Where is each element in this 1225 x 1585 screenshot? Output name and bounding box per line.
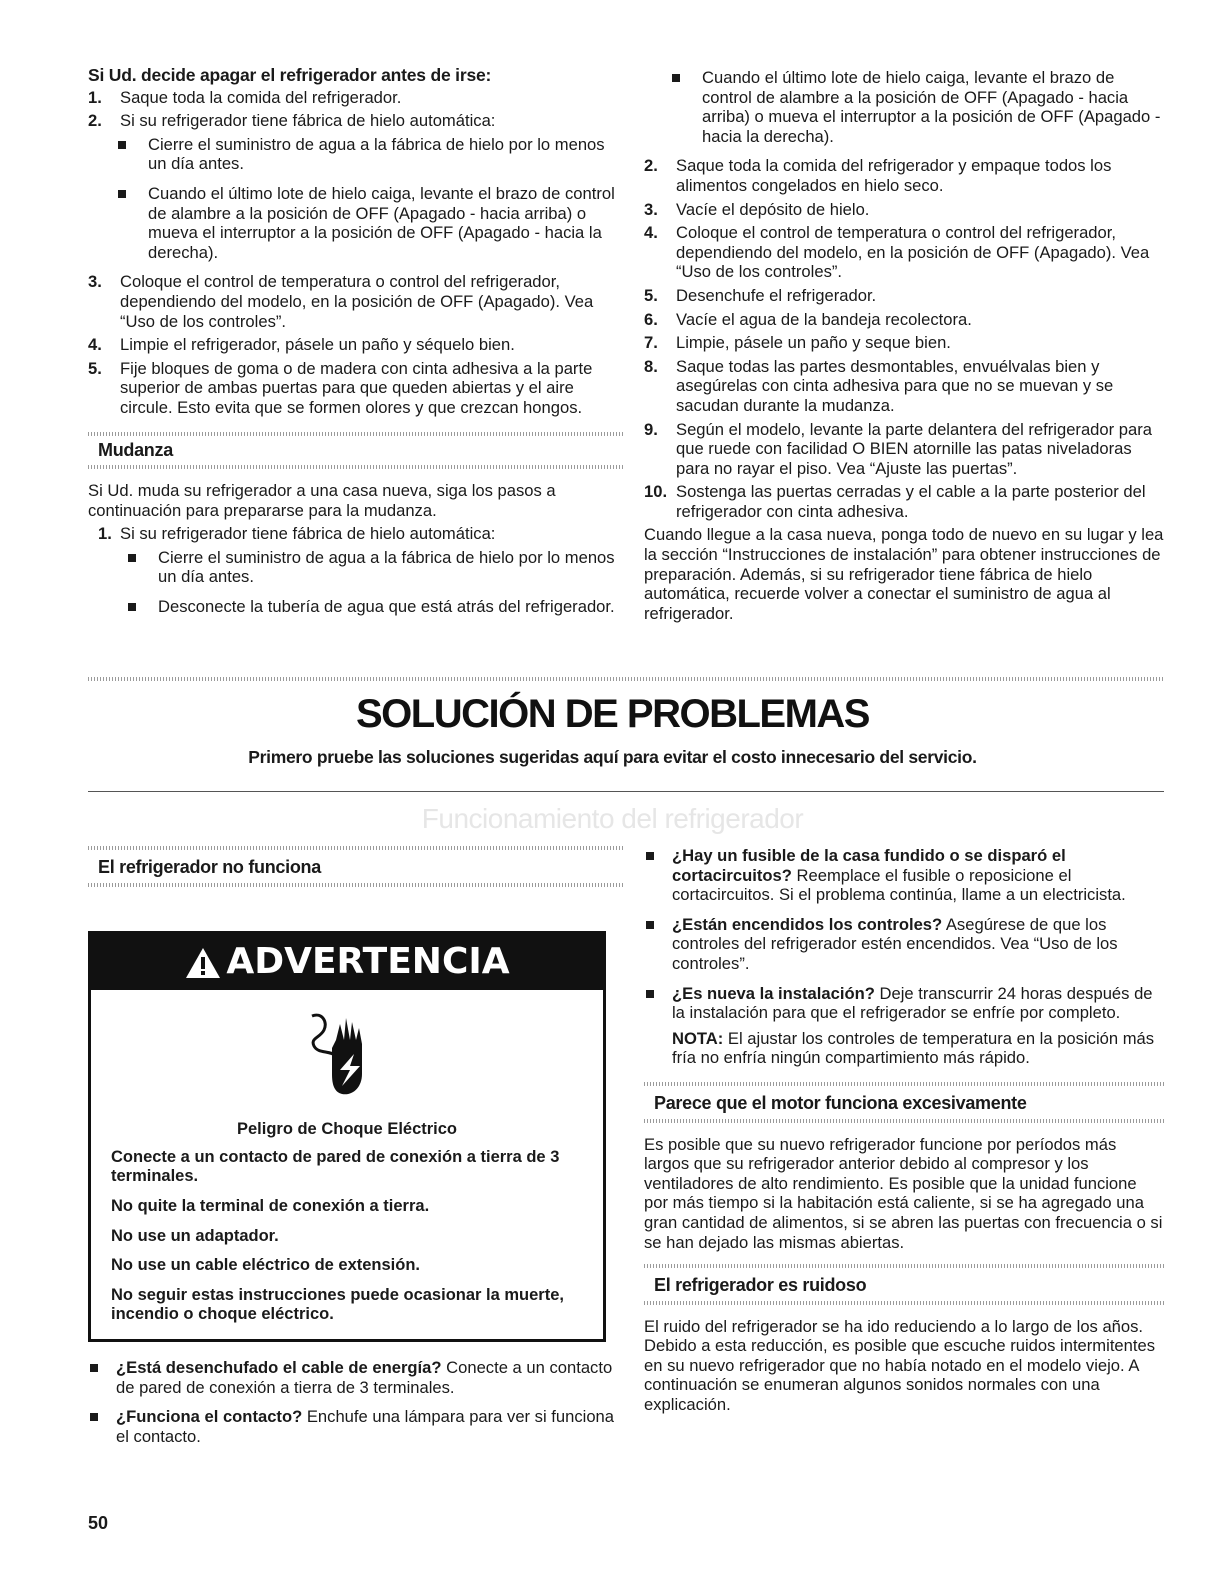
warning-line: No quite la terminal de conexión a tierra. [111, 1196, 430, 1215]
motor-text: Es posible que su nuevo refrigerador funcione por períodos más largos que su refrigerador anterior debido al compresor y los ventiladores de alto rendimiento. Es posible que la unidad funcione por más tiempo si la habitación está caliente, si se ha agregado una gran cantidad de alimentos, si se abren las puertas con frecuencia o si se han dejado las mismas abiertas. [644, 1134, 1163, 1252]
hazard-label: Peligro de Choque Eléctrico [236, 1120, 458, 1139]
list-item: ¿Está desenchufado el cable de energía? Conecte a un contacto de pared de conexión a tierra de 3 terminales. [88, 1358, 623, 1397]
step: 1. Saque toda la comida del refrigerador. [88, 87, 402, 107]
page-number: 50 [88, 1513, 109, 1533]
page-subtitle: Primero pruebe las soluciones sugeridas aquí para evitar el costo innecesario del servicio. [248, 747, 977, 767]
step: 7. Limpie, pásele un paño y seque bien. [644, 333, 951, 353]
step: 4. Limpie el refrigerador, pásele un paño y séquelo bien. [88, 335, 515, 355]
moving-intro: Si Ud. muda su refrigerador a una casa nueva, siga los pasos a continuación para prepararse para la mudanza. [88, 481, 556, 520]
step: 3. Vacíe el depósito de hielo. [644, 199, 870, 219]
left-column-top [88, 66, 623, 627]
bullet-list [644, 846, 1164, 1023]
step: 1. Si su refrigerador tiene fábrica de hielo automática: Cierre el suministro de agua a la fábrica de hielo por lo menos un día antes. Desconecte la tubería de agua que está atrás del refrigerador. [98, 524, 623, 616]
bullet-square-icon [646, 921, 654, 929]
list-item: ¿Están encendidos los controles? Asegúrese de que los controles del refrigerador estén encendidos. Vea “Uso de los controles”. [644, 915, 1164, 974]
step: 3. Coloque el control de temperatura o control del refrigerador, dependiendo del modelo, en la posición de OFF (Apagado). Vea “Uso de los controles”. [88, 272, 594, 331]
noise-text: El ruido del refrigerador se ha ido reduciendo a lo largo de los años. Debido a esta reducción, es posible que escuche ruidos intermitentes en su nuevo refrigerador que no había notado en el modelo viejo. A continuación se enumeran algunos sonidos normales con una explicación. [644, 1316, 1156, 1415]
bullet-list [644, 68, 1164, 146]
note: NOTA: El ajustar los controles de temperatura en la posición más fría no enfría ningún compartimiento más rápido. [672, 1028, 1155, 1068]
bullet-list [88, 1358, 623, 1446]
step: 5. Desenchufe el refrigerador. [644, 285, 877, 305]
step: 8. Saque todas las partes desmontables, envuélvalas bien y asegúrelas con cinta adhesiva para que no se muevan y se sacudan durante la mudanza. [644, 356, 1114, 415]
page-title: SOLUCIÓN DE PROBLEMAS [356, 692, 869, 736]
step: 6. Vacíe el agua de la bandeja recolectora. [644, 309, 972, 329]
bullet-square-icon [672, 74, 680, 82]
bullet-square-icon [118, 190, 126, 198]
bullet-square-icon [646, 852, 654, 860]
list-item: ¿Es nueva la instalación? Deje transcurrir 24 horas después de la instalación para que el refrigerador se enfríe por completo. [644, 984, 1164, 1023]
warning-header: ADVERTENCIA [91, 934, 603, 990]
step: 5. Fije bloques de goma o de madera con cinta adhesiva a la parte superior de ambas puertas para que queden abiertas y el aire circule. Esto evita que se formen olores y que crezcan hongos. [88, 358, 593, 417]
list-item: Cierre el suministro de agua a la fábrica de hielo por lo menos un día antes. [128, 548, 623, 587]
right-column-bottom [644, 846, 1164, 1419]
motor-heading: Parece que el motor funciona excesivamente [654, 1092, 1027, 1113]
bullet-square-icon [128, 603, 136, 611]
step: 2. Saque toda la comida del refrigerador y empaque todos los alimentos congelados en hielo seco. [644, 156, 1112, 195]
list-item: Cuando el último lote de hielo caiga, levante el brazo de control de alambre a la posición de OFF (Apagado - hacia arriba) o mueva el interruptor a la posición de OFF (Apagado - hacia la derecha). [644, 68, 1164, 146]
step: 4. Coloque el control de temperatura o control del refrigerador, dependiendo del modelo, en la posición de OFF (Apagado). Vea “Uso de los controles”. [644, 223, 1150, 282]
shutdown-heading: Si Ud. decide apagar el refrigerador antes de irse: [88, 65, 492, 85]
step: 2. Si su refrigerador tiene fábrica de hielo automática: Cierre el suministro de agua a la fábrica de hielo por lo menos un día antes. Cuando el último lote de hielo caiga, levante el brazo de control de alambre a la posición de OFF (Apagado - hacia arriba) o mueva el interruptor a la posición de OFF (Apagado - hacia la derecha). [88, 111, 623, 262]
warning-line: No seguir estas instrucciones puede ocasionar la muerte, incendio o choque eléctrico. [111, 1285, 564, 1324]
list-item: Desconecte la tubería de agua que está atrás del refrigerador. [128, 597, 623, 617]
warning-line: Conecte a un contacto de pared de conexión a tierra de 3 terminales. [111, 1147, 560, 1186]
divider [88, 791, 1164, 792]
bullet-square-icon [646, 990, 654, 998]
moving-steps [98, 524, 623, 616]
list-item: Cierre el suministro de agua a la fábrica de hielo por lo menos un día antes. [118, 135, 623, 174]
moving-closing: Cuando llegue a la casa nueva, ponga todo de nuevo en su lugar y lea la sección “Instrucciones de instalación” para obtener instrucciones de preparación. Además, si su refrigerador tiene fábrica de hielo automática, recuerde volver a conectar el suministro de agua al refrigerador. [644, 525, 1164, 623]
noise-heading: El refrigerador es ruidoso [654, 1275, 867, 1296]
shutdown-steps [88, 88, 623, 418]
warning-box [88, 931, 606, 1342]
electric-shock-icon [91, 990, 603, 1117]
step: 9. Según el modelo, levante la parte delantera del refrigerador para que ruede con facilidad O BIEN atornille las patas niveladoras para no rayar el piso. Vea “Ajuste las puertas”. [644, 419, 1152, 478]
bullet-square-icon [90, 1413, 98, 1421]
warning-triangle-icon [184, 946, 222, 980]
warning-body [91, 1116, 603, 1339]
warning-line: No use un adaptador. [111, 1226, 279, 1245]
list-item: ¿Hay un fusible de la casa fundido o se disparó el cortacircuitos? Reemplace el fusible o reposicione el cortacircuitos. Si el problema continúa, llame a un electricista. [644, 846, 1164, 905]
list-item: ¿Funciona el contacto? Enchufe una lámpara para ver si funciona el contacto. [88, 1407, 623, 1446]
bullet-square-icon [118, 141, 126, 149]
left-column-bottom [88, 846, 623, 1456]
moving-steps-continued [644, 156, 1164, 521]
moving-heading: Mudanza [98, 439, 173, 460]
section-title: Funcionamiento del refrigerador [421, 803, 804, 834]
bullet-list [118, 135, 623, 263]
bullet-square-icon [128, 554, 136, 562]
warning-line: No use un cable eléctrico de extensión. [111, 1256, 421, 1275]
right-column-top [644, 66, 1164, 627]
step: 10. Sostenga las puertas cerradas y el cable a la parte posterior del refrigerador con cinta adhesiva. [644, 482, 1146, 521]
bullet-list [128, 548, 623, 617]
not-working-heading: El refrigerador no funciona [98, 857, 321, 877]
list-item: Cuando el último lote de hielo caiga, levante el brazo de control de alambre a la posición de OFF (Apagado - hacia arriba) o mueva el interruptor a la posición de OFF (Apagado - hacia la derecha). [118, 184, 623, 262]
divider [88, 883, 623, 887]
bullet-square-icon [90, 1364, 98, 1372]
divider [88, 677, 1164, 681]
